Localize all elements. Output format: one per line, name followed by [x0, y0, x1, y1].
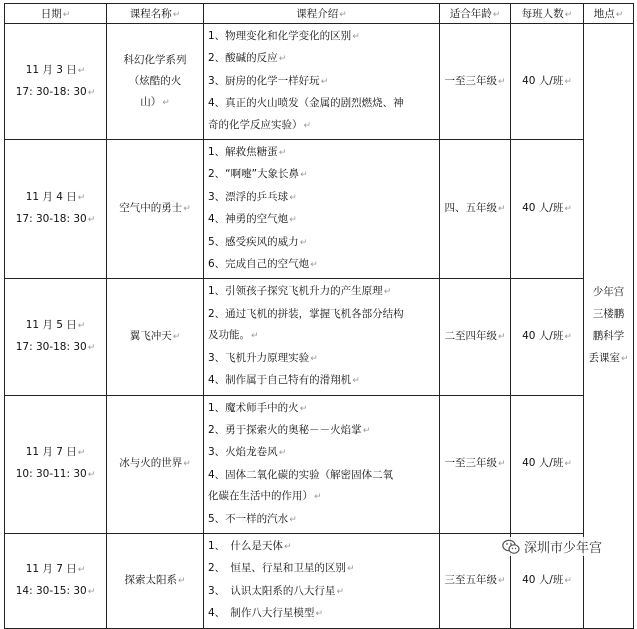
course-intro-cell: 1、魔术师手中的火↵ 2、勇于探索火的奥秘－－火焰掌↵ 3、火焰龙卷风↵ 4、固体二氧化碳的实验（解密固体二氧 化碳在生活中的作用）↵ 5、不一样的汽水↵ — [204, 395, 440, 533]
age-cell: 四、五年级↵ — [440, 140, 511, 279]
age-cell: 一至三年级↵ — [440, 395, 511, 533]
class-size-cell: 40 人/班↵ — [511, 279, 584, 395]
table-row — [5, 279, 634, 395]
wechat-watermark — [500, 537, 604, 556]
age-cell: 三至五年级↵ — [440, 533, 511, 628]
course-name-cell: 冰与火的世界↵ — [107, 395, 204, 533]
header-date: 日期↵ — [5, 4, 107, 24]
course-name-cell: 翼飞冲天↵ — [107, 279, 204, 395]
date-cell: 11 月 7 日↵ 10: 30-11: 30↵ — [5, 395, 107, 533]
date-cell: 11 月 4 日↵ 17: 30-18: 30↵ — [5, 140, 107, 279]
table-row — [5, 395, 634, 533]
date-cell: 11 月 7 日↵ 14: 30-15: 30↵ — [5, 533, 107, 628]
watermark-text: 深圳市少年宫 — [524, 541, 603, 556]
header-class-size: 每班人数↵ — [511, 4, 584, 24]
course-name-cell: 科幻化学系列 （炫酷的火 山）↵ — [107, 24, 204, 140]
course-intro-cell: 1、物理变化和化学变化的区别↵ 2、酸碱的反应↵ 3、厨房的化学一样好玩↵ 4、真正的火山喷发（金属的剧烈燃烧、神 奇的化学反应实验）↵ — [204, 24, 440, 140]
course-intro-cell: 1、 什么是天体↵ 2、 恒星、行星和卫星的区别↵ 3、 认识太阳系的八大行星↵ 4、 制作八大行星模型↵ — [204, 533, 440, 628]
course-name-cell: 探索太阳系↵ — [107, 533, 204, 628]
header-course-intro: 课程介绍↵ — [204, 4, 440, 24]
class-size-cell: 40 人/班↵ — [511, 140, 584, 279]
age-cell: 二至四年级↵ — [440, 279, 511, 395]
wechat-icon — [502, 539, 520, 555]
table-row — [5, 140, 634, 279]
course-name-cell: 空气中的勇士↵ — [107, 140, 204, 279]
class-size-cell: 40 人/班↵ — [511, 395, 584, 533]
location-cell: 少年宫 三楼鹏 鹏科学 丢课室↵ — [584, 24, 634, 629]
table-row — [5, 24, 634, 140]
header-age: 适合年龄↵ — [440, 4, 511, 24]
header-course-name: 课程名称↵ — [107, 4, 204, 24]
header-row — [5, 4, 634, 24]
course-intro-cell: 1、引领孩子探究飞机升力的产生原理↵ 2、通过飞机的拼装，掌握飞机各部分结构 及功能。↵ 3、飞机升力原理实验↵ 4、制作属于自己特有的滑翔机↵ — [204, 279, 440, 395]
header-location: 地点↵ — [584, 4, 634, 24]
date-cell: 11 月 3 日↵ 17: 30-18: 30↵ — [5, 24, 107, 140]
course-schedule-table — [4, 3, 634, 629]
course-intro-cell: 1、解救焦糖蛋↵ 2、“啊嚏”大象长鼻↵ 3、漂浮的乒乓球↵ 4、神勇的空气炮↵ 5、感受疾风的威力↵ 6、完成自己的空气炮↵ — [204, 140, 440, 279]
class-size-cell: 40 人/班↵ — [511, 533, 584, 628]
class-size-cell: 40 人/班↵ — [511, 24, 584, 140]
date-cell: 11 月 5 日↵ 17: 30-18: 30↵ — [5, 279, 107, 395]
age-cell: 一至三年级↵ — [440, 24, 511, 140]
